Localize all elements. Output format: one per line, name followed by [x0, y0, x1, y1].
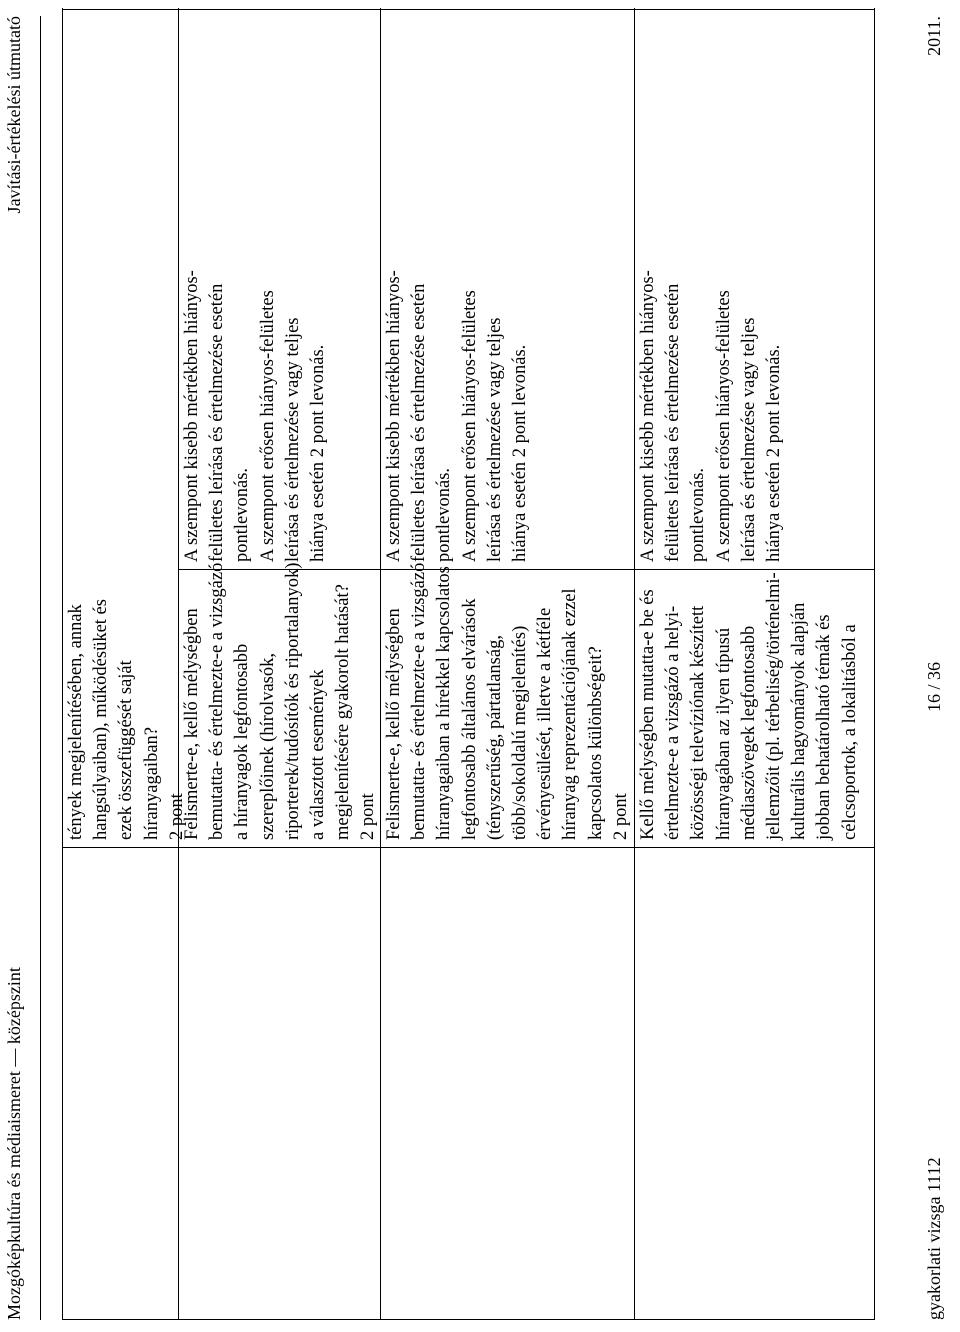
scoring-line: A szempont kisebb mértékben hiányos- — [638, 270, 658, 562]
question-line: a választott események — [308, 669, 329, 840]
question-line: hangsúlyaiban), működésüket és — [91, 599, 112, 840]
question-line: híranyagában az ilyen típusú — [713, 627, 734, 840]
question-line: ezek összefüggését saját — [116, 660, 137, 840]
question-line: Felismerte-e, kellő mélységben — [182, 608, 202, 840]
question-line: híranyagaiban? — [141, 727, 162, 840]
footer-year: 2011. — [924, 16, 944, 56]
scoring-line: pontlevonás. — [232, 467, 253, 562]
question-column-left-border — [62, 847, 874, 848]
scoring-line: felületes leírása és értelmezése esetén — [663, 283, 684, 562]
question-line: híranyag reprezentációjának ezzel — [560, 588, 581, 840]
row-2-question — [180, 563, 382, 840]
table-border-left — [62, 1319, 874, 1320]
question-line: szereplőinek (hírolvasók, — [257, 653, 278, 840]
scoring-line: felületes leírása és értelmezése esetén — [409, 283, 430, 562]
header-right: Javítási-értékelési útmutató — [4, 16, 24, 214]
question-line: megjelenítésére gyakorolt hatását? — [333, 584, 354, 840]
question-line: Felismerte-e, kellő mélységben — [384, 608, 404, 840]
scoring-line: pontlevonás. — [688, 467, 709, 562]
row-3-scoring — [382, 270, 533, 562]
question-line: bemutatta- és értelmezte-e a vizsgázó — [207, 562, 228, 840]
scoring-line: hiánya esetén 2 pont levonás. — [308, 344, 329, 562]
row-4-scoring — [636, 270, 787, 562]
scoring-line: A szempont erősen hiányos-felületes — [713, 290, 734, 562]
question-line: érvényesülését, illetve a kétféle — [535, 607, 556, 840]
scoring-line: hiánya esetén 2 pont levonás. — [764, 344, 785, 562]
question-line: közösségi televíziónak készített — [688, 605, 709, 840]
question-line: jobban behatárolható témák és — [814, 614, 835, 840]
scoring-line: A szempont kisebb mértékben hiányos- — [182, 270, 202, 562]
question-line: kulturális hagyományok alapján — [789, 602, 810, 840]
scoring-line: A szempont erősen hiányos-felületes — [257, 290, 278, 562]
scoring-line: leírása és értelmezése vagy teljes — [484, 317, 505, 562]
header-rule — [40, 16, 41, 1320]
row-1-question — [64, 599, 190, 840]
question-line: tények megjelenítésében, annak — [66, 604, 86, 840]
question-line: 2 pont — [610, 793, 631, 840]
scoring-table — [62, 8, 876, 1320]
scoring-line: pontlevonás. — [434, 467, 455, 562]
scoring-line: felületes leírása és értelmezése esetén — [207, 283, 228, 562]
header-left: Mozgóképkultúra és médiaismeret — középszint — [4, 967, 24, 1320]
question-line: bemutatta- és értelmezte-e a vizsgázó — [409, 562, 430, 840]
scoring-line: leírása és értelmezése vagy teljes — [282, 317, 303, 562]
table-border-right — [62, 9, 874, 10]
scoring-line: A szempont erősen hiányos-felületes — [459, 290, 480, 562]
scoring-line: A szempont kisebb mértékben hiányos- — [384, 270, 404, 562]
row-2-scoring — [180, 270, 331, 562]
question-line: 2 pont — [358, 793, 379, 840]
question-line: több/sokoldalú megjelenítés) — [510, 625, 531, 840]
question-line: legfontosabb általános elvárások — [459, 598, 480, 840]
question-line: Kellő mélységben mutatta-e be és — [638, 589, 658, 840]
question-line: célcsoportok, a lokalitásból a — [839, 624, 860, 840]
footer-left: gyakorlati vizsga 1112 — [924, 1157, 944, 1320]
question-line: híranyagaiban a hírekkel kapcsolatos — [434, 566, 455, 840]
question-line: kapcsolatos különbségeit? — [585, 646, 606, 840]
question-line: riporterek/tudósítók és riportalanyok) — [282, 562, 303, 840]
question-line: (tényszerűség, pártatlanság, — [484, 635, 505, 840]
scoring-line: hiánya esetén 2 pont levonás. — [510, 344, 531, 562]
question-line: értelmezte-e a vizsgázó a helyi- — [663, 605, 684, 840]
table-border-bottom — [874, 8, 875, 1320]
row-4-question — [636, 572, 863, 840]
question-line: médiaszövegek legfontosabb — [738, 625, 759, 840]
question-line: jellemzőit (pl. térbeliség/történelmi- — [764, 572, 785, 840]
question-line: a híranyagok legfontosabb — [232, 643, 253, 840]
scoring-line: leírása és értelmezése vagy teljes — [738, 317, 759, 562]
row-3-question — [382, 563, 634, 840]
question-line: 2 pont — [166, 793, 187, 840]
footer-page-number: 16 / 36 — [924, 661, 944, 712]
